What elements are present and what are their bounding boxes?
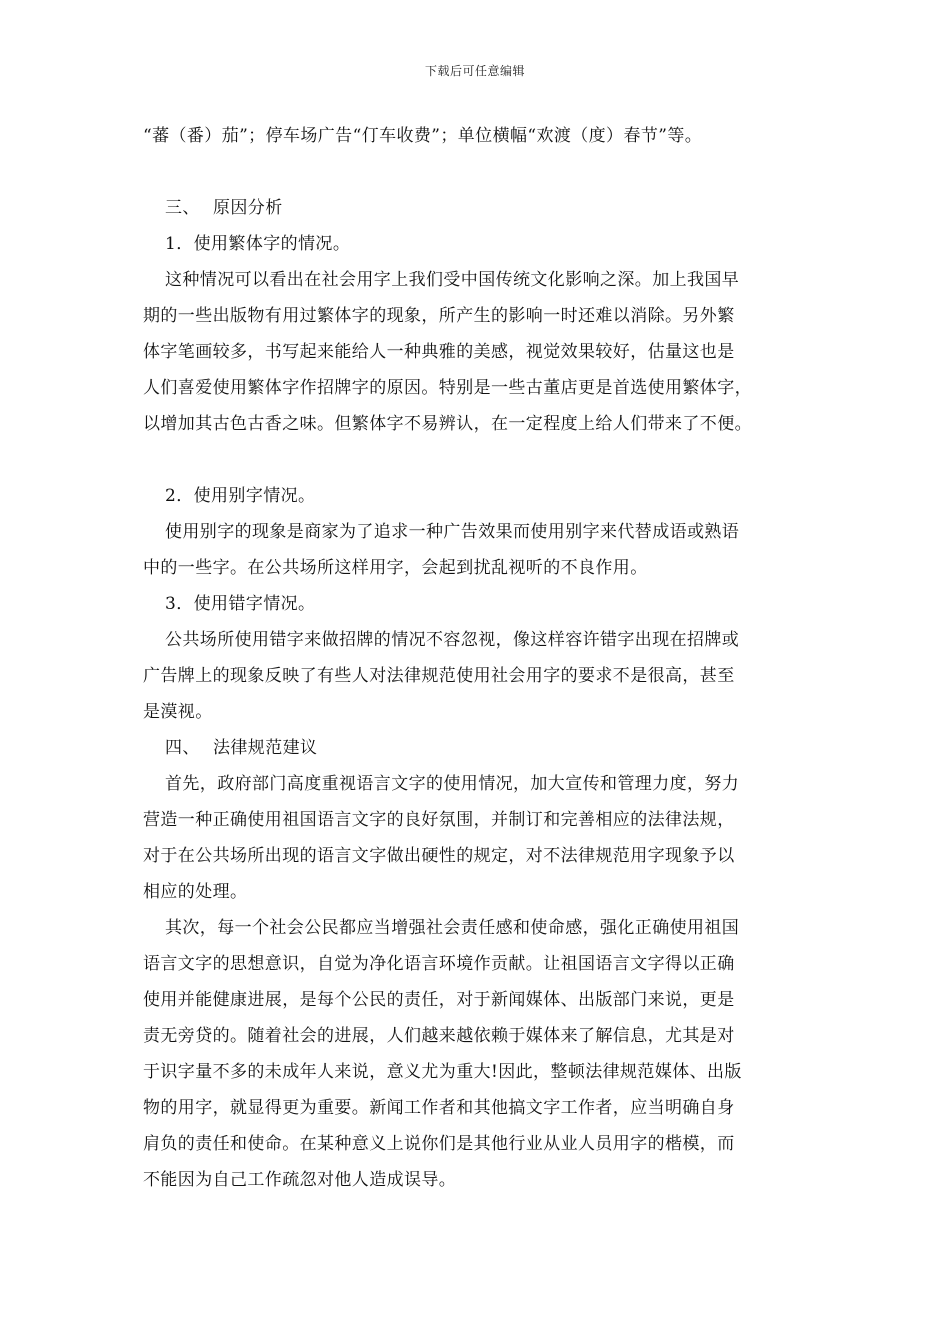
paragraph-line: 营造一种正确使用祖国语言文字的良好氛围，并制订和完善相应的法律法规， bbox=[143, 810, 735, 830]
paragraph-line: 肩负的责任和使命。在某种意义上说你们是其他行业从业人员用字的楷模，而 bbox=[143, 1134, 735, 1154]
paragraph-line: 使用别字的现象是商家为了追求一种广告效果而使用别字来代替成语或熟语 bbox=[165, 522, 740, 542]
paragraph-line: 是漠视。 bbox=[143, 702, 213, 722]
paragraph-line: 以增加其古色古香之味。但繁体字不易辨认，在一定程度上给人们带来了不便。 bbox=[143, 414, 752, 434]
paragraph-line: “蕃（番）茄”；停车场广告“仃车收费”；单位横幅“欢渡（度）春节”等。 bbox=[143, 126, 703, 146]
paragraph-line: 使用并能健康进展，是每个公民的责任，对于新闻媒体、出版部门来说，更是 bbox=[143, 990, 735, 1010]
paragraph-line: 不能因为自己工作疏忽对他人造成误导。 bbox=[143, 1170, 457, 1190]
blank-line bbox=[143, 442, 823, 478]
paragraph-line: 首先，政府部门高度重视语言文字的使用情况，加大宣传和管理力度，努力 bbox=[165, 774, 740, 794]
subheading-1: 1．使用繁体字的情况。 bbox=[165, 234, 351, 254]
paragraph-line: 物的用字，就显得更为重要。新闻工作者和其他搞文字工作者，应当明确自身 bbox=[143, 1098, 735, 1118]
paragraph-line: 公共场所使用错字来做招牌的情况不容忽视，像这样容许错字出现在招牌或 bbox=[165, 630, 740, 650]
section-heading-title: 法律规范建议 bbox=[213, 738, 318, 758]
paragraph-line: 人们喜爱使用繁体字作招牌字的原因。特别是一些古董店更是首选使用繁体字， bbox=[143, 378, 752, 398]
paragraph-line: 语言文字的思想意识，自觉为净化语言环境作贡献。让祖国语言文字得以正确 bbox=[143, 954, 735, 974]
section-heading-number: 四、 bbox=[165, 738, 200, 758]
paragraph-line: 这种情况可以看出在社会用字上我们受中国传统文化影响之深。加上我国早 bbox=[165, 270, 740, 290]
subheading-2: 2．使用别字情况。 bbox=[165, 486, 316, 506]
document-body bbox=[143, 118, 823, 1198]
section-heading-4 bbox=[143, 730, 823, 766]
paragraph-line: 相应的处理。 bbox=[143, 882, 248, 902]
section-heading-number: 三、 bbox=[165, 198, 200, 218]
paragraph-line: 责无旁贷的。随着社会的进展，人们越来越依赖于媒体来了解信息，尤其是对 bbox=[143, 1026, 735, 1046]
paragraph-line: 其次，每一个社会公民都应当增强社会责任感和使命感，强化正确使用祖国 bbox=[165, 918, 740, 938]
paragraph-line: 于识字量不多的未成年人来说，意义尤为重大!因此，整顿法律规范媒体、出版 bbox=[143, 1062, 742, 1082]
paragraph-line: 期的一些出版物有用过繁体字的现象，所产生的影响一时还难以消除。另外繁 bbox=[143, 306, 735, 326]
blank-line bbox=[143, 154, 823, 190]
paragraph-line: 广告牌上的现象反映了有些人对法律规范使用社会用字的要求不是很高，甚至 bbox=[143, 666, 735, 686]
paragraph-line: 对于在公共场所出现的语言文字做出硬性的规定，对不法律规范用字现象予以 bbox=[143, 846, 735, 866]
section-heading-3 bbox=[143, 190, 823, 226]
page-header: 下载后可任意编辑 bbox=[424, 64, 525, 78]
paragraph-line: 体字笔画较多，书写起来能给人一种典雅的美感，视觉效果较好，估量这也是 bbox=[143, 342, 735, 362]
section-heading-title: 原因分析 bbox=[213, 198, 283, 218]
paragraph-line: 中的一些字。在公共场所这样用字，会起到扰乱视听的不良作用。 bbox=[143, 558, 648, 578]
subheading-3: 3．使用错字情况。 bbox=[165, 594, 316, 614]
